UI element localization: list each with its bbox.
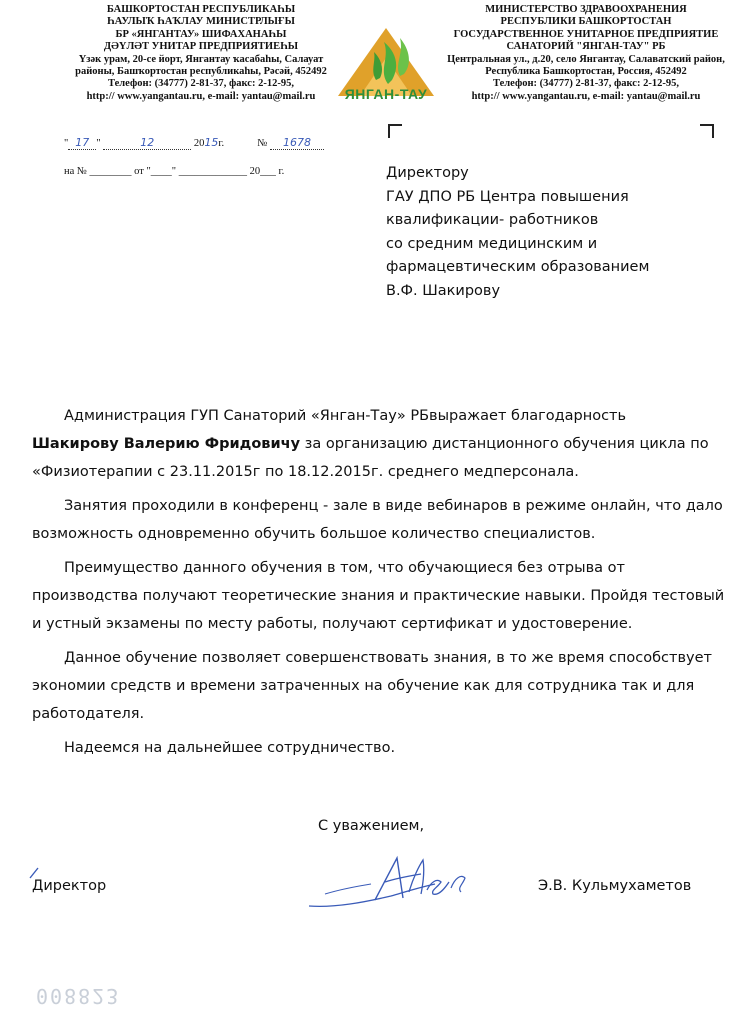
paragraph-3 [32,554,725,638]
addressee-block [386,162,726,303]
body-line: Администрация ГУП Санаторий «Янган-Тау» РБвыражает благодарность [64,408,627,424]
registration-date-line [64,136,324,150]
header-left-line: БАШКОРТОСТАН РЕСПУБЛИКАҺЫ [106,4,296,15]
header-left-address: http:// www.yangantau.ru, e-mail: yantau@mail.ru [86,90,316,102]
date-quote-close: " [96,138,101,149]
date-suffix: г. [218,138,225,149]
addressee-line: ГАУ ДПО РБ Центра повышения [386,188,629,205]
header-right-address: Республика Башкортостан, Россия, 452492 [485,66,687,78]
body-line: Занятия проходили в конференц - зале в виде вебинаров в режиме онлайн, что дало [64,498,723,514]
header-left-address: Телефон: (34777) 2-81-37, факс: 2-12-95, [108,78,294,90]
paragraph-5 [32,734,707,762]
body-line-rest: за организацию дистанционного обучения цикла по [300,436,709,452]
body-line: Преимущество данного обучения в том, что обучающиеся без отрыва от [64,560,625,576]
header-left-line: БР «ЯНГАНТАУ» ШИФАХАНАҺЫ [115,28,287,40]
bleed-through-stamp-number: 008823 [36,984,121,1008]
body-line [32,430,707,458]
director-position: Директор [32,878,107,894]
addressee-line: В.Ф. Шакирову [386,282,501,299]
header-left-address: Үзәк урам, 20-се йорт, Янгантау ҡасабаһы, Салауат [78,53,324,65]
date-year: 15 [204,136,219,149]
body-line: экономии средств и времени затраченных на обучение как для сотрудника так и для [32,678,695,694]
date-day: 17 [68,136,96,150]
signer-name: Э.В. Кульмухаметов [538,878,692,894]
header-right-address: http:// www.yangantau.ru, e-mail: yantau@mail.ru [471,90,701,102]
header-right-line: МИНИСТЕРСТВО ЗДРАВООХРАНЕНИЯ [485,4,687,15]
header-right-line: РЕСПУБЛИКИ БАШКОРТОСТАН [500,16,672,28]
paragraph-1 [32,402,707,486]
address-corner-right [700,124,714,138]
body-line: «Физиотерапии с 23.11.2015г по 18.12.2015г. среднего медперсонала. [32,464,579,480]
header-right-address: Центральная ул., д.20, село Янгантау, Салаватский район, [447,53,725,65]
date-year-prefix: 20 [193,138,205,149]
number-label: № [257,138,268,149]
addressee-line: квалификации- работников [386,212,599,228]
body-line: и устный экзамены по месту работы, получают сертификат и удостоверение. [32,616,633,632]
header-left-ru-bashkir [62,4,340,103]
body-line: Надеемся на дальнейшее сотрудничество. [64,740,396,756]
number-value: 1678 [270,136,324,150]
body-line: Данное обучение позволяет совершенствовать знания, в то же время способствует [64,650,712,666]
body-line: возможность одновременно обучить большое количество специалистов. [32,526,596,542]
header-left-line: ҺАУЛЫҠ ҺАҠЛАУ МИНИСТРЛЫҒЫ [107,16,295,28]
header-right-line: САНАТОРИЙ "ЯНГАН-ТАУ" РБ [506,41,666,53]
addressee-line: Директору [386,165,469,181]
header-right-ru [438,4,734,103]
header-left-line: ДӘҮЛӘТ УНИТАР ПРЕДПРИЯТИЕҺЫ [103,41,299,53]
paragraph-4 [32,644,712,728]
body-line: работодателя. [32,706,145,722]
recipient-name: Шакирову Валерию Фридовичу [32,436,301,452]
reference-line: на № ________ от "____" _____________ 20___ г. [64,166,285,177]
handwritten-signature [305,848,475,918]
logo-text: ЯНГАН-ТАУ [344,86,428,102]
body-line: производства получают теоретические знания и практические навыки. Пройдя тестовый [32,588,725,604]
header-left-address: районы, Башҡортостан республикаһы, Рәсәй, 452492 [75,66,327,78]
paragraph-2 [32,492,723,548]
regards-text: С уважением, [318,818,425,834]
address-corner-left [388,124,402,138]
header-right-line: ГОСУДАРСТВЕННОЕ УНИТАРНОЕ ПРЕДПРИЯТИЕ [453,28,719,40]
date-quote-open: " [64,138,69,149]
header-right-address: Телефон: (34777) 2-81-37, факс: 2-12-95, [493,78,679,90]
addressee-line: фармацевтическим образованием [386,259,650,275]
letter-body [32,402,725,762]
addressee-line: со средним медицинским и [386,235,598,252]
date-month: 12 [103,136,191,150]
